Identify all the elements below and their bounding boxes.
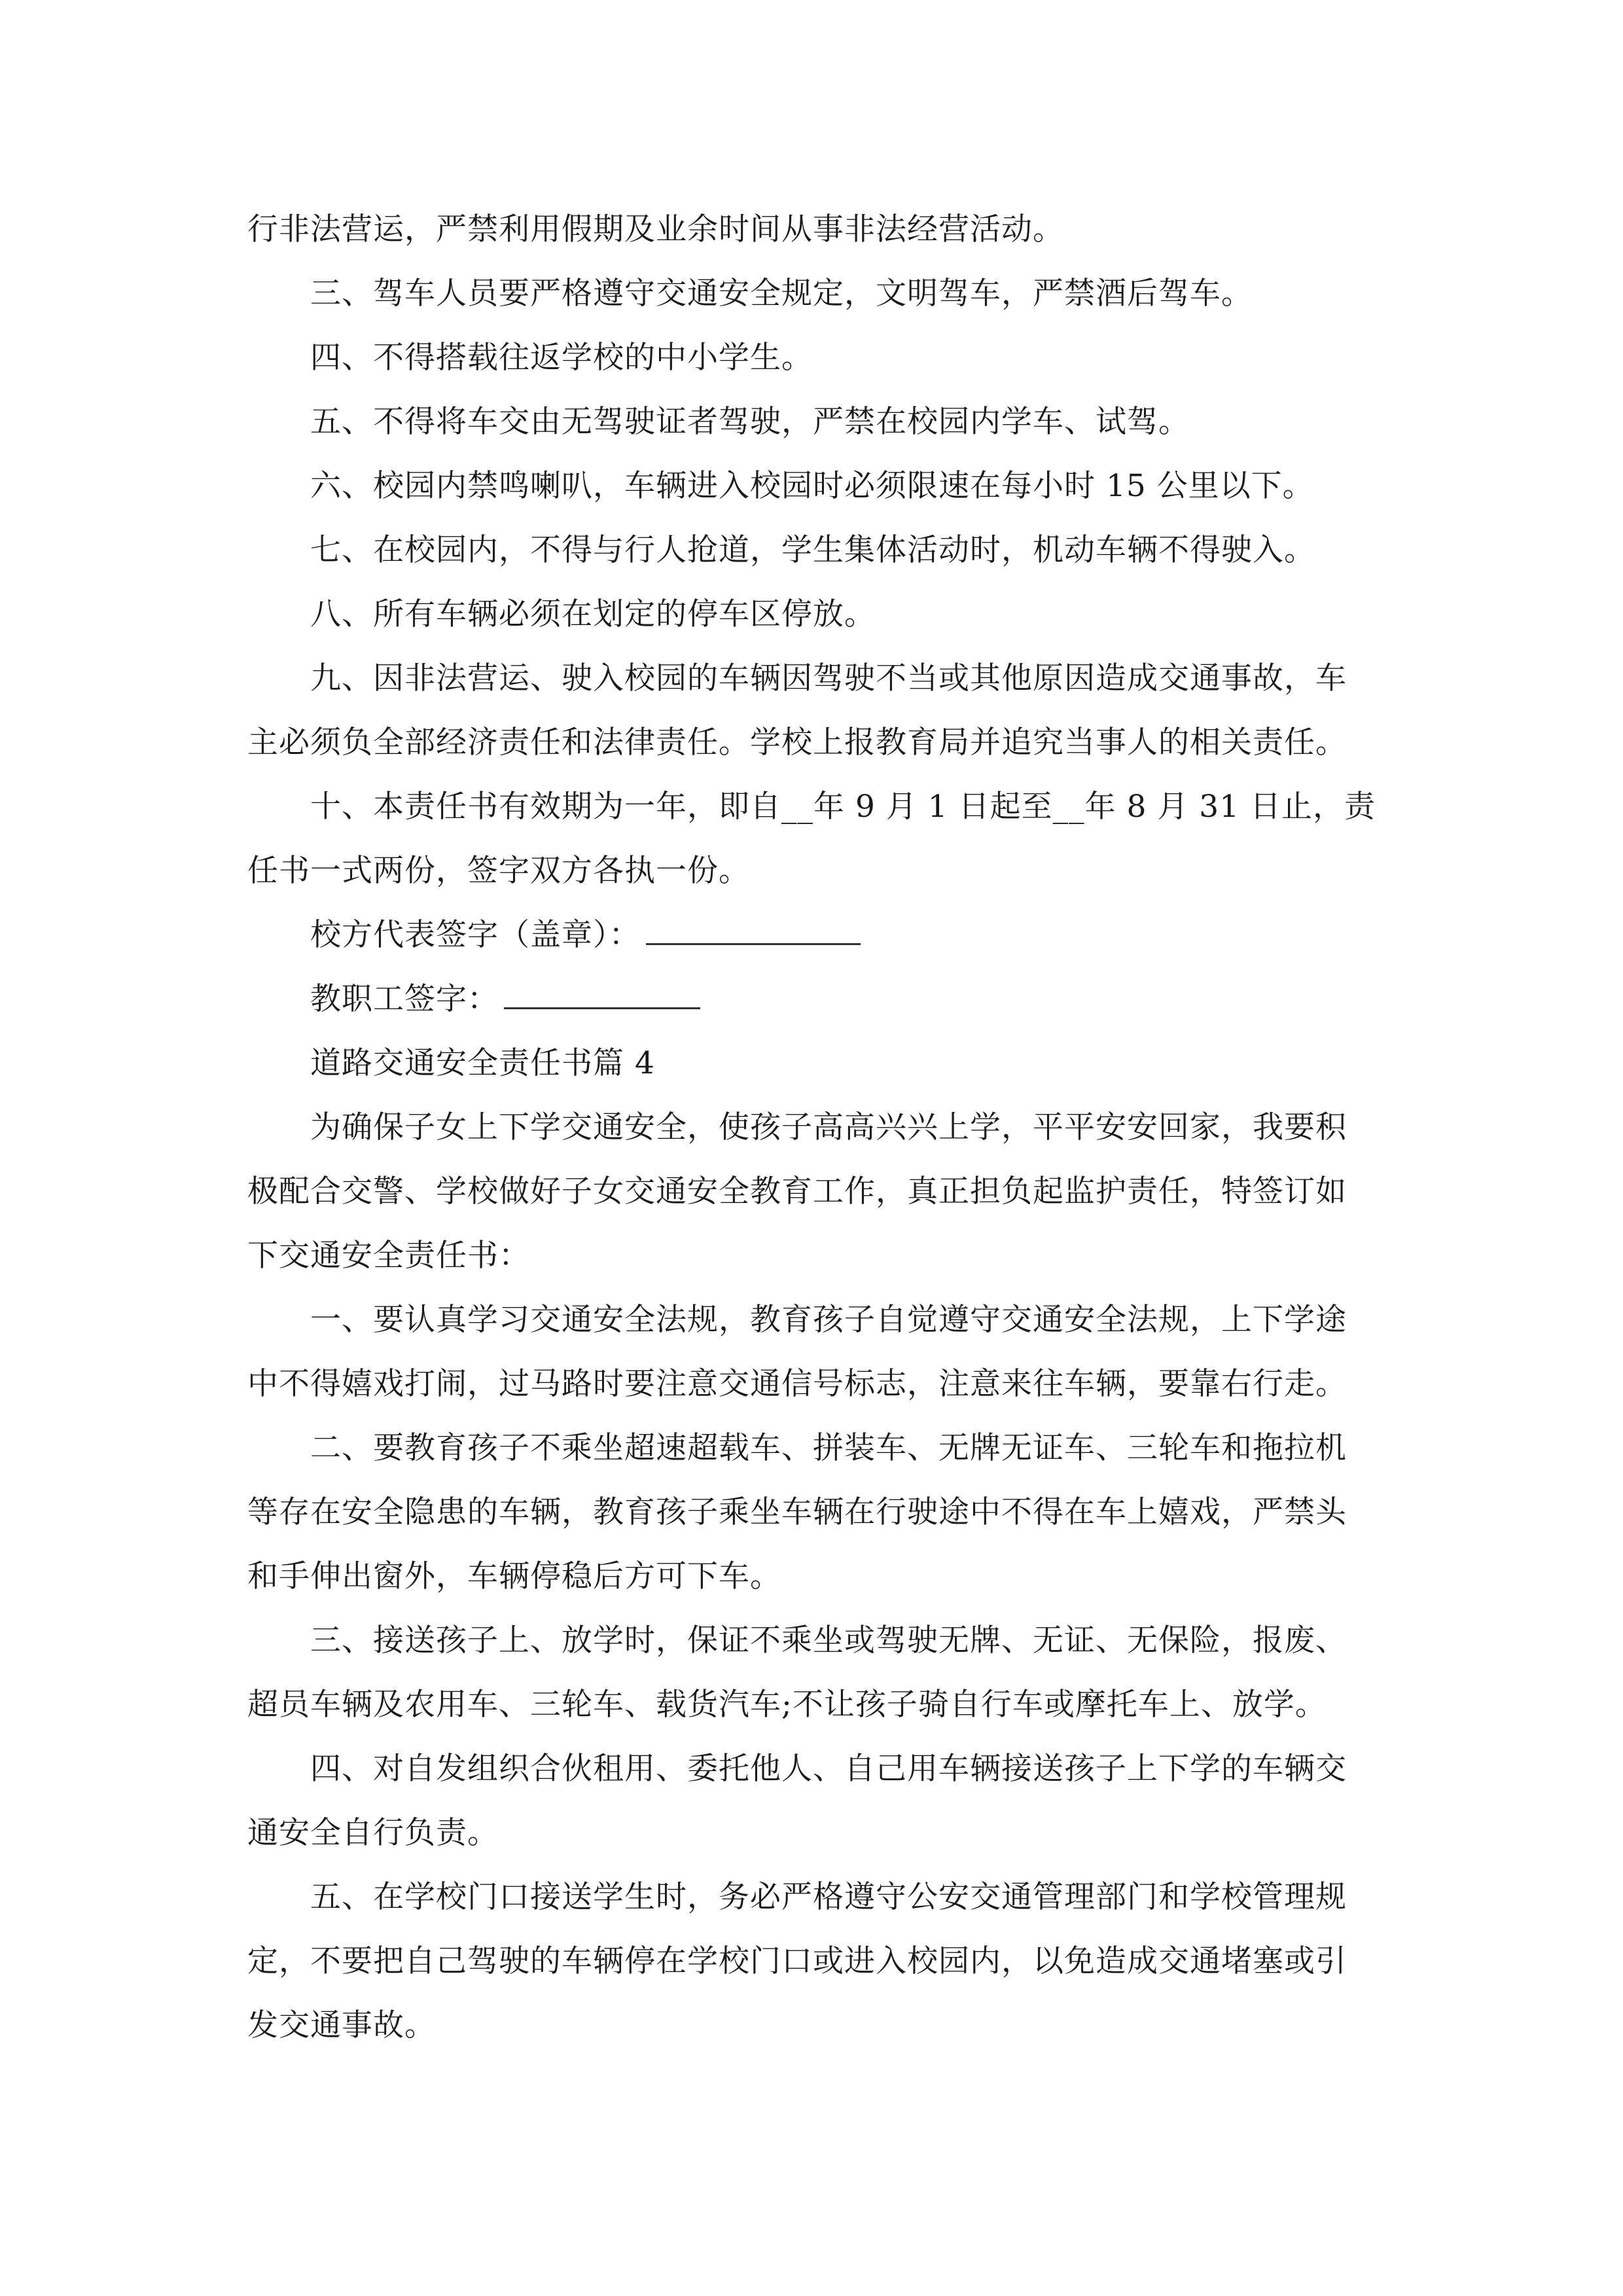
text-line: 四、不得搭载往返学校的中小学生。 <box>310 340 813 376</box>
text-line: 下交通安全责任书： <box>247 1238 530 1274</box>
signature-staff-row <box>247 967 1386 1031</box>
text-line: 行非法营运，严禁利用假期及业余时间从事非法经营活动。 <box>247 211 1064 247</box>
text-line: 为确保子女上下学交通安全，使孩子高高兴兴上学，平平安安回家，我要积 <box>310 1109 1347 1145</box>
text-line: 通安全自行负责。 <box>247 1815 499 1851</box>
text-line: 发交通事故。 <box>247 2007 436 2043</box>
document-body <box>247 198 1386 2058</box>
text-line: 和手伸出窗外，车辆停稳后方可下车。 <box>247 1558 781 1594</box>
text-line: 等存在安全隐患的车辆，教育孩子乘坐车辆在行驶途中不得在车上嬉戏，严禁头 <box>247 1494 1347 1530</box>
text-line: 一、要认真学习交通安全法规，教育孩子自觉遵守交通安全法规，上下学途 <box>310 1302 1347 1338</box>
text-line: 中不得嬉戏打闹，过马路时要注意交通信号标志，注意来往车辆，要靠右行走。 <box>247 1366 1347 1402</box>
text-line: 九、因非法营运、驶入校园的车辆因驾驶不当或其他原因造成交通事故，车 <box>310 660 1347 696</box>
text-line: 主必须负全部经济责任和法律责任。学校上报教育局并追究当事人的相关责任。 <box>247 725 1347 761</box>
text-line: 八、所有车辆必须在划定的停车区停放。 <box>310 596 876 632</box>
text-line: 五、在学校门口接送学生时，务必严格遵守公安交通管理部门和学校管理规 <box>310 1879 1347 1915</box>
text-line: 定，不要把自己驾驶的车辆停在学校门口或进入校园内，以免造成交通堵塞或引 <box>247 1943 1347 1979</box>
signature-school-row <box>247 903 1386 967</box>
text-line: 二、要教育孩子不乘坐超速超载车、拼装车、无牌无证车、三轮车和拖拉机 <box>310 1430 1347 1466</box>
text-line: 十、本责任书有效期为一年，即自__年 9 月 1 日起至__年 8 月 31 日止，责 <box>310 789 1376 825</box>
text-line: 极配合交警、学校做好子女交通安全教育工作，真正担负起监护责任，特签订如 <box>247 1174 1347 1210</box>
text-line: 六、校园内禁鸣喇叭，车辆进入校园时必须限速在每小时 15 公里以下。 <box>310 468 1314 504</box>
signature-school-label: 校方代表签字（盖章）： <box>310 917 641 953</box>
text-line: 五、不得将车交由无驾驶证者驾驶，严禁在校园内学车、试驾。 <box>310 404 1190 440</box>
signature-staff-blank[interactable] <box>504 981 700 1009</box>
section-title: 道路交通安全责任书篇 4 <box>310 1045 655 1081</box>
text-line: 三、驾车人员要严格遵守交通安全规定，文明驾车，严禁酒后驾车。 <box>310 276 1253 312</box>
signature-school-blank[interactable] <box>646 917 861 945</box>
signature-staff-label: 教职工签字： <box>310 981 499 1017</box>
text-line: 超员车辆及农用车、三轮车、载货汽车;不让孩子骑自行车或摩托车上、放学。 <box>247 1687 1327 1723</box>
text-line: 任书一式两份，签字双方各执一份。 <box>247 853 750 889</box>
text-line: 三、接送孩子上、放学时，保证不乘坐或驾驶无牌、无证、无保险，报废、 <box>310 1623 1347 1659</box>
text-line: 四、对自发组织合伙租用、委托他人、自己用车辆接送孩子上下学的车辆交 <box>310 1751 1347 1787</box>
text-line: 七、在校园内，不得与行人抢道，学生集体活动时，机动车辆不得驶入。 <box>310 532 1315 568</box>
